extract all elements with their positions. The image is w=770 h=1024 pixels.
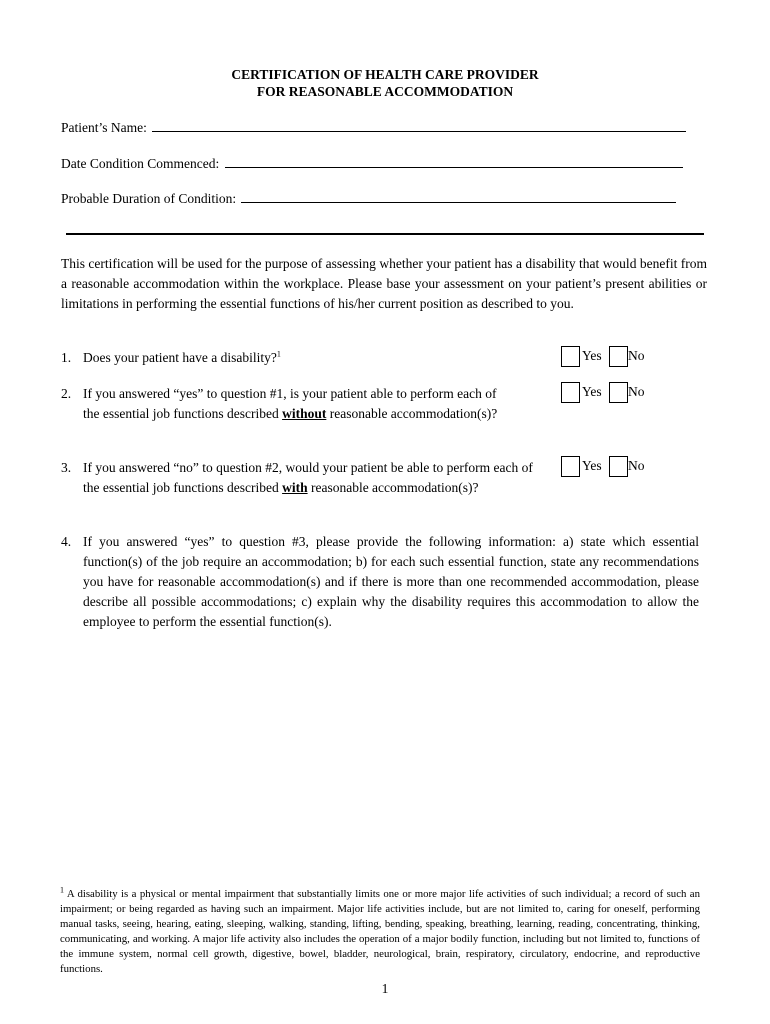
question-2-emphasis: without — [282, 406, 327, 421]
question-3-text-post: reasonable accommodation(s)? — [307, 480, 479, 495]
footnote-text: A disability is a physical or mental impairment that substantially limits one or more major life activities of such individual; a record of such an impairment; or being regarded as having such an impairment. Major life activities include, but are not limited to, caring for oneself, performing manual tasks, seeing, hearing, eating, sleeping, walking, standing, lifting, bending, speaking, breathing, learning, reading, concentrating, thinking, communicating, and working. A major life activity also includes the operation of a major bodily function, including but not limited to, functions of the immune system, normal cell growth, digestive, bowel, bladder, neurological, brain, respiratory, circulatory, endocrine, and reproductive functions. — [60, 888, 700, 975]
q1-yes-label: Yes — [582, 348, 602, 363]
q2-yes-checkbox[interactable] — [561, 382, 580, 403]
date-commenced-field — [61, 155, 683, 172]
q3-yes-checkbox[interactable] — [561, 456, 580, 477]
question-4-number: 4. — [61, 534, 72, 549]
intro-paragraph: This certification will be used for the purpose of assessing whether your patient has a disability that would benefit from a reasonable accommodation within the workplace. Please base your assessment on your patient’s present abilities or limitations in performing the essential functions of his/her current position as described to you. — [61, 256, 707, 311]
document-title — [0, 66, 770, 100]
probable-duration-field — [61, 190, 676, 207]
title-line-1: CERTIFICATION OF HEALTH CARE PROVIDER — [231, 67, 539, 82]
question-4 — [61, 532, 701, 632]
page-number: 1 — [381, 981, 389, 996]
question-1-text: Does your patient have a disability? — [83, 350, 277, 365]
footnote — [60, 887, 700, 977]
question-4-text: If you answered “yes” to question #3, please provide the following information: a) state which essential function(s) of the job require an accommodation; b) for each such essential function, state any recommendations you have for reasonable accommodation(s) and if there is more than one recommended accommodation, please describe all possible accommodations; c) explain why the disability requires this accommodation to allow the employee to perform the essential function(s). — [83, 534, 699, 629]
question-3-emphasis: with — [282, 480, 308, 495]
question-1-number: 1. — [61, 350, 72, 365]
question-2 — [61, 384, 541, 444]
q2-yes-label: Yes — [582, 384, 602, 399]
probable-duration-label: Probable Duration of Condition: — [61, 191, 237, 206]
question-3 — [61, 458, 551, 518]
q2-no-label: No — [628, 384, 645, 399]
question-2-text — [83, 384, 501, 424]
footnote-ref: 1 — [276, 349, 281, 359]
date-commenced-label: Date Condition Commenced: — [61, 156, 220, 171]
question-3-number: 3. — [61, 460, 72, 475]
q1-yes-checkbox[interactable] — [561, 346, 580, 367]
q3-yes-label: Yes — [582, 458, 602, 473]
probable-duration-input-line[interactable] — [241, 190, 676, 203]
question-2-number: 2. — [61, 386, 72, 401]
question-3-text-pre: If you answered “no” to question #2, would your patient be able to perform each of the essential job functions described — [83, 460, 533, 495]
question-2-text-post: reasonable accommodation(s)? — [326, 406, 498, 421]
patient-name-label: Patient’s Name: — [61, 120, 147, 135]
q1-no-checkbox[interactable] — [609, 346, 628, 367]
question-1 — [61, 348, 541, 368]
q3-no-label: No — [628, 458, 645, 473]
question-2-text-pre: If you answered “yes” to question #1, is your patient able to perform each of the essential job functions described — [83, 386, 497, 421]
question-3-text — [83, 458, 541, 498]
patient-name-input-line[interactable] — [152, 119, 686, 132]
q1-no-label: No — [628, 348, 645, 363]
q2-no-checkbox[interactable] — [609, 382, 628, 403]
q3-no-checkbox[interactable] — [609, 456, 628, 477]
section-divider — [66, 233, 704, 235]
title-line-2: FOR REASONABLE ACCOMMODATION — [256, 84, 514, 99]
footnote-mark: 1 — [60, 885, 64, 895]
patient-name-field — [61, 119, 686, 136]
question-1-text-wrap — [83, 348, 533, 368]
date-commenced-input-line[interactable] — [225, 155, 683, 168]
